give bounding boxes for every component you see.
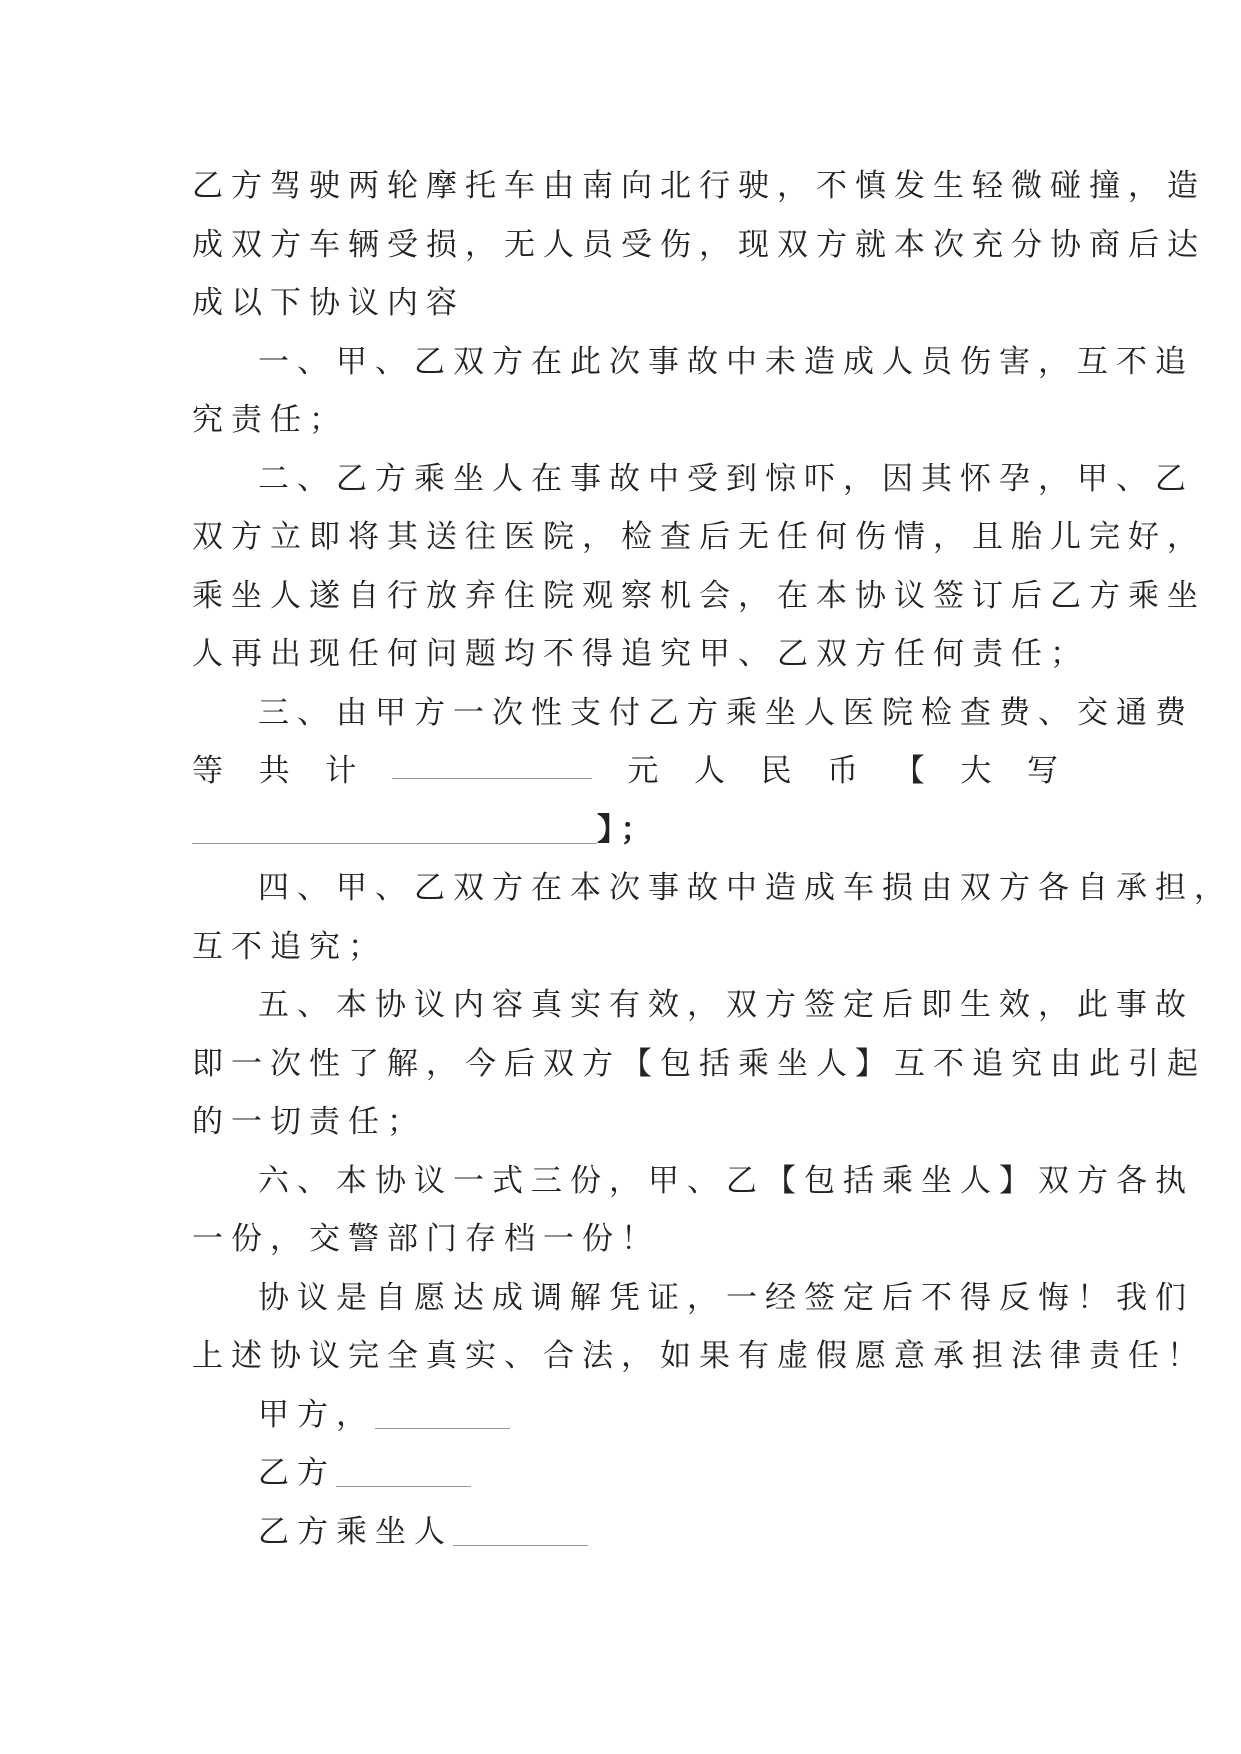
signature-party-a <box>192 1386 1058 1445</box>
text-line: 乘坐人遂自行放弃住院观察机会，在本协议签订后乙方乘坐 <box>192 577 1206 614</box>
clause-5: 五、本协议内容真实有效，双方签定后即生效，此事故 <box>258 987 1194 1023</box>
clause-6: 六、本协议一式三份，甲、乙【包括乘坐人】双方各执 <box>258 1162 1194 1199</box>
text-char: 人 <box>693 753 725 789</box>
text-char: 计 <box>325 753 357 789</box>
text-char: 【 <box>893 753 925 789</box>
text-line: 成双方车辆受损，无人员受伤，现双方就本次充分协商后达 <box>192 226 1206 263</box>
text-line: 成以下协议内容 <box>192 285 465 321</box>
signature-blank-field[interactable] <box>336 1450 471 1487</box>
text-char: 大 <box>960 753 992 789</box>
amount-blank-field[interactable] <box>392 742 592 779</box>
text-char: 写 <box>1026 753 1058 789</box>
text-line: 一份，交警部门存档一份！ <box>192 1221 660 1257</box>
text-line: 乙方驾驶两轮摩托车由南向北行驶，不慎发生轻微碰撞，造 <box>192 168 1206 204</box>
text-char: 等 <box>192 753 223 789</box>
amount-capital-blank-field[interactable] <box>192 807 597 844</box>
text-char: 币 <box>827 753 859 789</box>
signature-blank-field[interactable] <box>453 1509 588 1546</box>
text-char: 民 <box>760 753 792 789</box>
signature-label: 乙方乘坐人 <box>258 1513 453 1550</box>
clause-1: 一、甲、乙双方在此次事故中未造成人员伤害，互不追 <box>258 343 1194 380</box>
text-line: 双方立即将其送往医院，检查后无任何伤情，且胎儿完好， <box>192 519 1206 555</box>
text-char: 共 <box>258 753 290 789</box>
signature-passenger <box>192 1503 1058 1562</box>
agreement-document <box>192 157 1233 1561</box>
clause-4: 四、甲、乙双方在本次事故中造成车损由双方各自承担， <box>258 870 1233 906</box>
signature-party-b <box>192 1444 1058 1503</box>
text-line: 的一切责任； <box>192 1104 426 1140</box>
signature-label: 甲方， <box>258 1396 375 1433</box>
signature-label: 乙方 <box>258 1455 336 1491</box>
text-line: 人再出现任何问题均不得追究甲、乙双方任何责任； <box>192 636 1089 672</box>
text-line: 互不追究； <box>192 928 387 965</box>
clause-3: 三、由甲方一次性支付乙方乘坐人医院检查费、交通费 <box>258 694 1194 731</box>
text-line: 即一次性了解，今后双方【包括乘坐人】互不追究由此引起 <box>192 1045 1206 1082</box>
signature-blank-field[interactable] <box>375 1392 510 1429</box>
text-line: 上述协议完全真实、合法，如果有虚假愿意承担法律责任！ <box>192 1338 1206 1374</box>
clause-2: 二、乙方乘坐人在事故中受到惊吓，因其怀孕，甲、乙 <box>258 460 1194 497</box>
declaration: 协议是自愿达成调解凭证，一经签定后不得反悔！我们 <box>258 1279 1194 1316</box>
text-char: 】； <box>597 811 660 848</box>
text-line: 究责任； <box>192 402 348 438</box>
amount-line <box>192 742 1058 801</box>
text-char: 元 <box>627 753 659 789</box>
amount-capital-line <box>192 801 1058 860</box>
